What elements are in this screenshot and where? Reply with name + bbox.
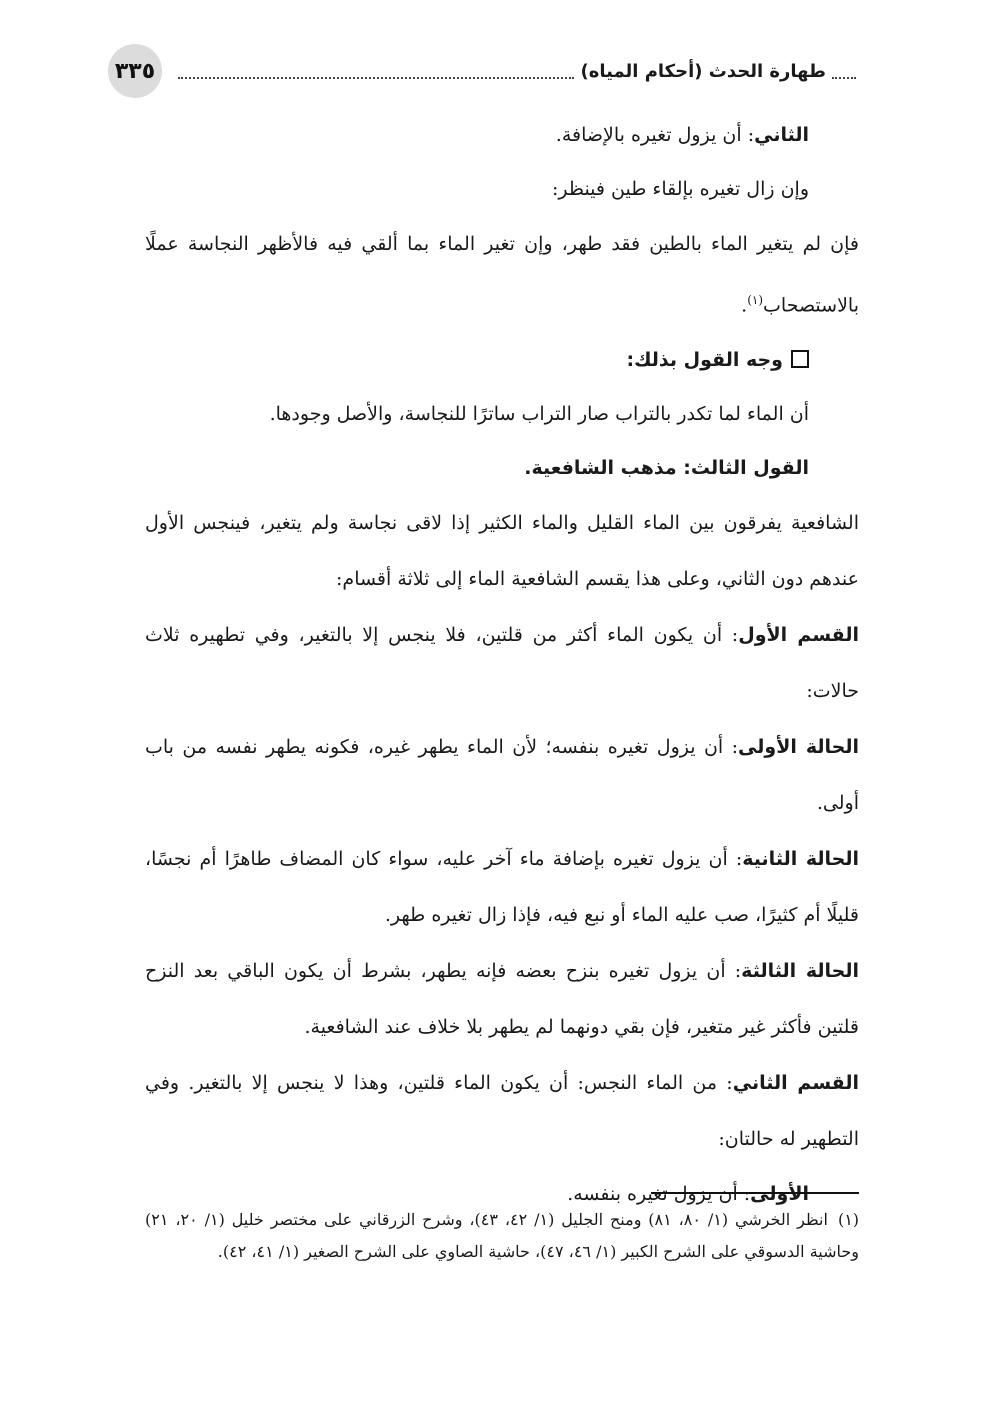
paragraph-text: وإن زال تغيره بإلقاء طين فينظر:	[551, 178, 809, 200]
header-leader-dots-right	[832, 63, 856, 79]
square-bullet-icon	[791, 350, 809, 368]
paragraph-lead: الأولى	[750, 1183, 809, 1206]
paragraph-lead: القسم الأول	[738, 624, 859, 647]
paragraph-text: : أن يزول تغيره بنفسه؛ لأن الماء يطهر غيره، فكونه يطهر نفسه من باب أولى.	[145, 736, 859, 815]
paragraph	[145, 162, 859, 216]
footnote-separator	[651, 1192, 859, 1194]
page-number: ٣٣٥	[108, 44, 162, 98]
footnote-text: انظر الخرشي (١/ ٨٠، ٨١) ومنح الجليل (١/ ٤٢، ٤٣)، وشرح الزرقاني على مختصر خليل (١/ ٢٠، ٢١) وحاشية الدسوقي على الشرح الكبير (١/ ٤٦، ٤٧)، حاشية الصاوي على الشرح الصغير (١/ ٤١، ٤٢).	[145, 1210, 859, 1261]
paragraph-text: : أن يزول تغيره بنزح بعضه فإنه يطهر، بشرط أن يكون الباقي بعد النزح قلتين فأكثر غير متغير، فإن بقي دونهما لم يطهر بلا خلاف عند الشافعية.	[145, 960, 859, 1039]
heading-text: القول الثالث: مذهب الشافعية.	[524, 457, 809, 480]
chapter-title: طهارة الحدث (أحكام المياه)	[580, 60, 826, 82]
paragraph	[145, 216, 859, 333]
paragraph-end: .	[741, 294, 748, 317]
main-text	[145, 108, 859, 1221]
paragraph	[145, 719, 859, 831]
paragraph-lead: الثاني	[754, 124, 809, 146]
paragraph-text: الشافعية يفرقون بين الماء القليل والماء الكثير إذا لاقى نجاسة ولم يتغير، فينجس الأول عندهم دون الثاني، وعلى هذا يقسم الشافعية الماء إلى ثلاثة أقسام:	[145, 512, 859, 591]
paragraph	[145, 1055, 859, 1167]
paragraph-text: فإن لم يتغير الماء بالطين فقد طهر، وإن تغير الماء بما ألقي فيه فالأظهر النجاسة عملًا بالاستصحاب	[145, 233, 859, 317]
header-leader-dots-left	[178, 63, 574, 79]
paragraph	[145, 607, 859, 719]
paragraph-text: : أن يزول تغيره بالإضافة.	[555, 124, 755, 146]
paragraph-text: : أن يزول تغيره بإضافة ماء آخر عليه، سواء كان المضاف طاهرًا أم نجسًا، قليلًا أم كثيرًا، صب عليه الماء أو نبع فيه، فإذا زال تغيره طهر.	[145, 848, 859, 927]
section-heading	[145, 441, 859, 495]
paragraph	[145, 108, 859, 162]
paragraph-text: : من الماء النجس: أن يكون الماء قلتين، وهذا لا ينجس إلا بالتغير. وفي التطهير له حالتان:	[145, 1072, 859, 1151]
section-heading	[145, 333, 859, 387]
paragraph	[145, 831, 859, 943]
paragraph	[145, 495, 859, 607]
paragraph-lead: القسم الثاني	[732, 1072, 859, 1095]
footnotes	[145, 1204, 859, 1268]
paragraph-lead: الحالة الأولى	[738, 736, 860, 759]
footnote-reference[interactable]: (١)	[747, 293, 764, 307]
heading-text: وجه القول بذلك:	[626, 349, 783, 372]
paragraph-text: : أن يزول تغيره بنفسه.	[567, 1183, 751, 1206]
footnote	[145, 1204, 859, 1268]
paragraph-lead: الحالة الثالثة	[741, 960, 859, 983]
paragraph	[145, 387, 859, 441]
paragraph-lead: الحالة الثانية	[742, 848, 859, 871]
paragraph-text: : أن يكون الماء أكثر من قلتين، فلا ينجس إلا بالتغير، وفي تطهيره ثلاث حالات:	[145, 624, 859, 703]
running-header	[178, 56, 856, 86]
footnote-marker: (١)	[837, 1210, 860, 1229]
paragraph-text: أن الماء لما تكدر بالتراب صار التراب ساترًا للنجاسة، والأصل وجودها.	[269, 403, 809, 426]
paragraph	[145, 943, 859, 1055]
